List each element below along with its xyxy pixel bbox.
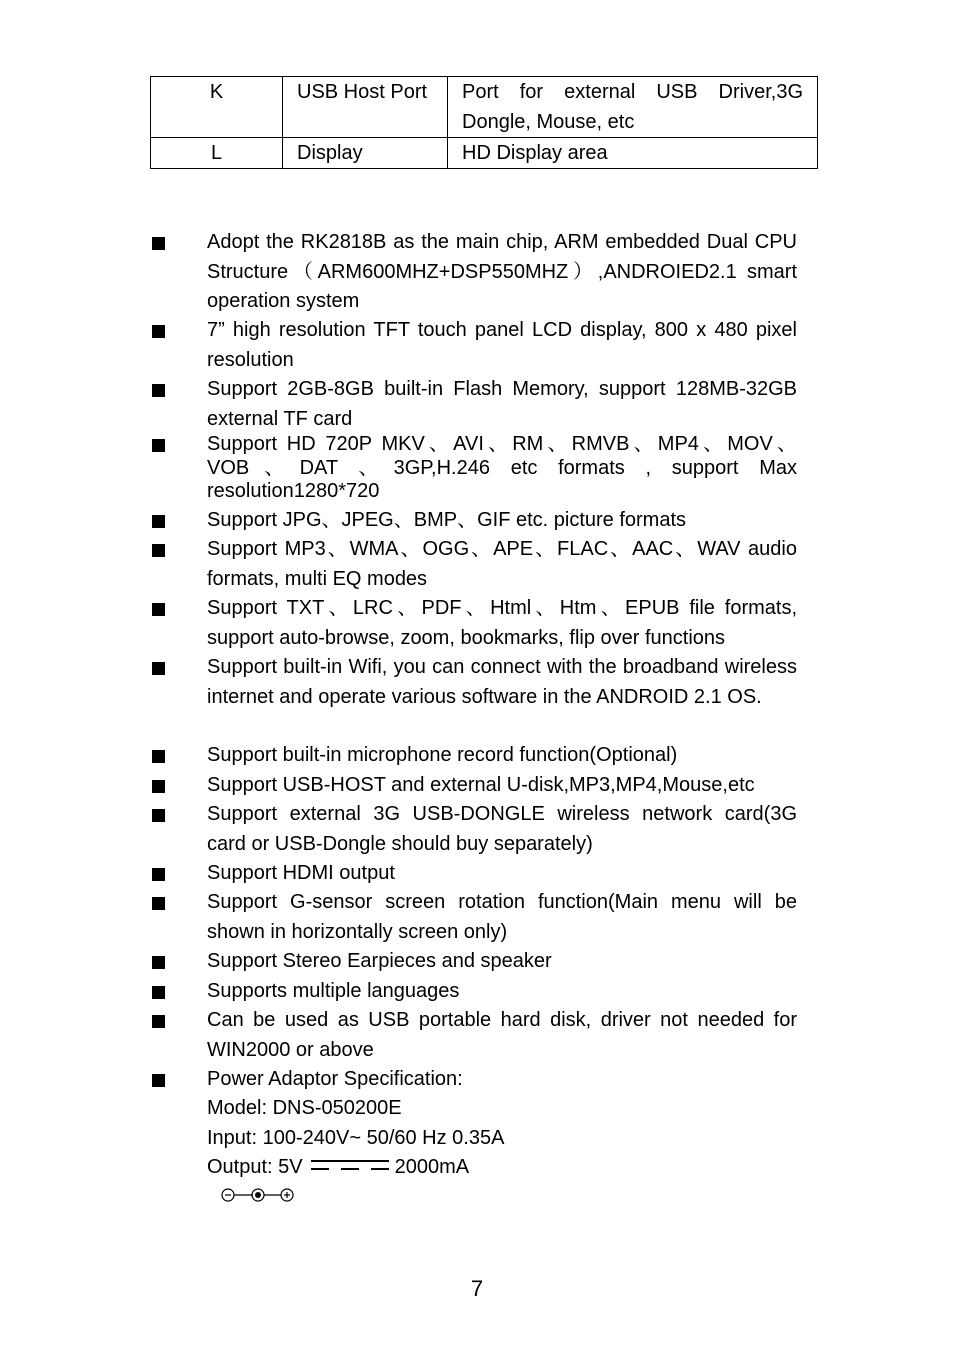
square-bullet-icon [152, 1015, 165, 1028]
center-positive-polarity-icon [220, 1186, 296, 1209]
table-row [151, 77, 818, 138]
square-bullet-icon [152, 237, 165, 250]
table-cell-name: USB Host Port [283, 77, 448, 138]
adaptor-input: Input: 100-240V~ 50/60 Hz 0.35A [207, 1127, 505, 1149]
table-cell-desc: HD Display area [448, 138, 818, 169]
table-row [151, 138, 818, 169]
feature-item: Support MP3、WMA、OGG、APE、FLAC、AAC、WAV audio formats, multi EQ modes [207, 538, 797, 590]
square-bullet-icon [152, 603, 165, 616]
dc-current-icon [311, 1153, 389, 1183]
feature-item: Can be used as USB portable hard disk, driver not needed for WIN2000 or above [207, 1009, 797, 1061]
table-cell-name: Display [283, 138, 448, 169]
adaptor-output-voltage: Output: 5V [207, 1156, 303, 1179]
square-bullet-icon [152, 439, 165, 452]
square-bullet-icon [152, 384, 165, 397]
square-bullet-icon [152, 544, 165, 557]
feature-item: Adopt the RK2818B as the main chip, ARM embedded Dual CPU Structure（ARM600MHZ+DSP550MHZ）,ANDROIED2.1 smart operation system [207, 231, 797, 312]
feature-item: Support JPG、JPEG、BMP、GIF etc. picture formats [207, 509, 687, 531]
feature-item: Support Stereo Earpieces and speaker [207, 950, 552, 972]
square-bullet-icon [152, 868, 165, 881]
feature-item: Supports multiple languages [207, 980, 460, 1002]
square-bullet-icon [152, 809, 165, 822]
feature-item: Support G-sensor screen rotation function(Main menu will be shown in horizontally screen only) [207, 891, 797, 943]
page-number: 7 [470, 1276, 484, 1301]
feature-item: Support built-in microphone record function(Optional) [207, 744, 678, 766]
adaptor-model: Model: DNS-050200E [207, 1097, 402, 1119]
feature-item: Support built-in Wifi, you can connect with the broadband wireless internet and operate various software in the ANDROID 2.1 OS. [207, 656, 797, 708]
feature-item: Support TXT、LRC、PDF、Html、Htm、EPUB file formats, support auto-browse, zoom, bookmarks, flip over functions [207, 597, 797, 649]
table-cell-desc: Port for external USB Driver,3G Dongle, Mouse, etc [448, 77, 818, 138]
square-bullet-icon [152, 780, 165, 793]
feature-item: Support HDMI output [207, 862, 395, 884]
square-bullet-icon [152, 662, 165, 675]
spec-table [150, 76, 818, 169]
adaptor-output-current: 2000mA [394, 1156, 470, 1179]
square-bullet-icon [152, 750, 165, 763]
square-bullet-icon [152, 1074, 165, 1087]
feature-item: 7” high resolution TFT touch panel LCD display, 800 x 480 pixel resolution [207, 319, 797, 371]
table-cell-key: L [151, 138, 283, 169]
feature-item: Support USB-HOST and external U-disk,MP3,MP4,Mouse,etc [207, 774, 755, 796]
square-bullet-icon [152, 515, 165, 528]
feature-item: Support external 3G USB-DONGLE wireless network card(3G card or USB-Dongle should buy separately) [207, 803, 797, 855]
square-bullet-icon [152, 956, 165, 969]
square-bullet-icon [152, 986, 165, 999]
feature-item: Power Adaptor Specification: [207, 1068, 463, 1090]
feature-item: Support 2GB-8GB built-in Flash Memory, support 128MB-32GB external TF card [207, 378, 797, 430]
square-bullet-icon [152, 325, 165, 338]
feature-item: Support HD 720P MKV、AVI、RM、RMVB、MP4、MOV、VOB、DAT 、3GP,H.246 etc formats , support Max resolution1280*720 [207, 433, 797, 502]
table-cell-key: K [151, 77, 283, 138]
square-bullet-icon [152, 897, 165, 910]
adaptor-output [207, 1153, 469, 1183]
